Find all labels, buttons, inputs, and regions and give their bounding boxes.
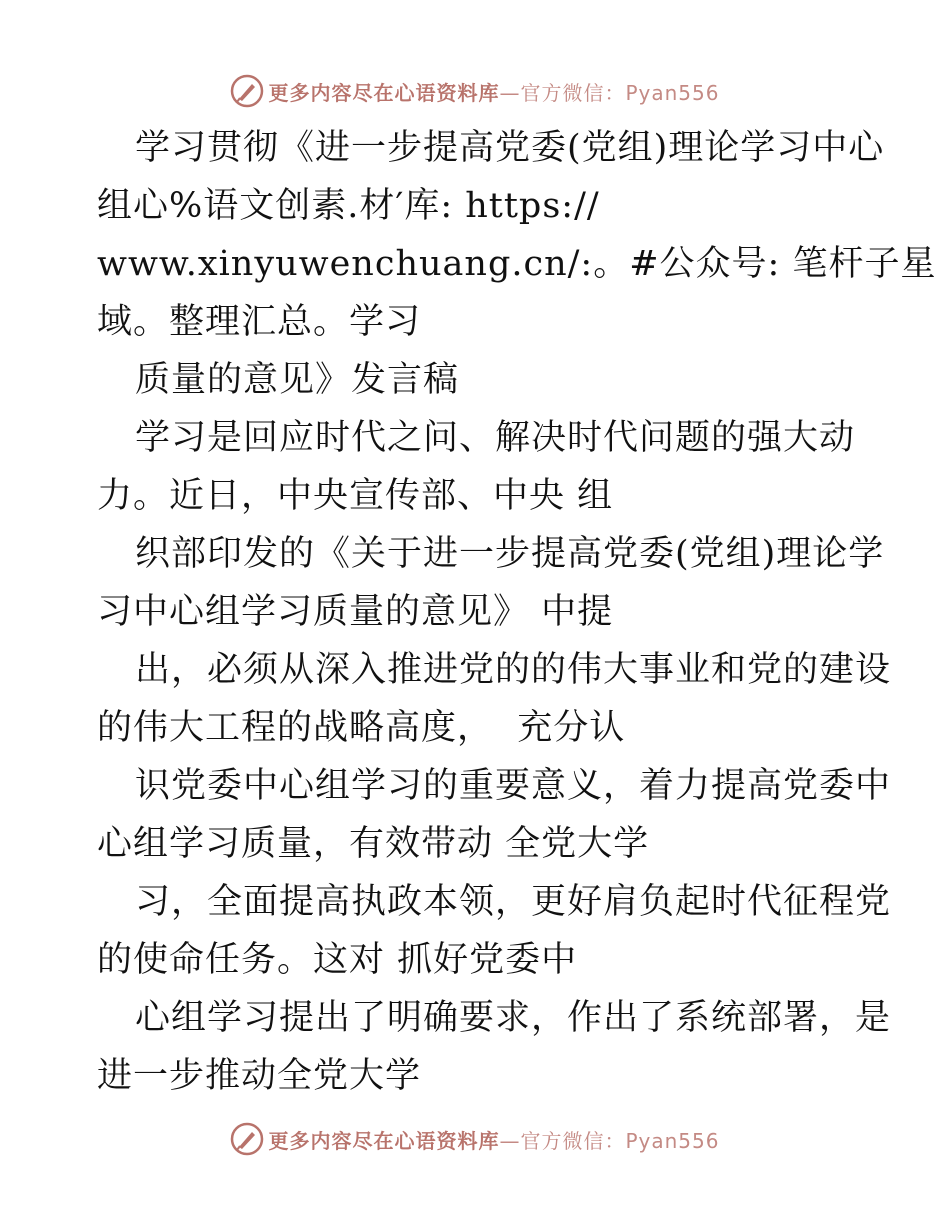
quill-pen-logo-icon — [230, 1122, 264, 1156]
watermark-main-text: 更多内容尽在心语资料库 — [268, 1128, 500, 1153]
watermark-main-text: 更多内容尽在心语资料库 — [268, 80, 500, 105]
text-line: 质量的意见》发言稿 — [135, 360, 460, 400]
footer-watermark — [0, 1119, 950, 1159]
quill-pen-logo-icon — [230, 74, 264, 108]
text-line: 进一步推动全党大学 — [97, 1056, 422, 1096]
text-line: 织部印发的《关于进一步提高党委(党组)理论学 — [135, 534, 885, 574]
text-line: 学习贯彻《进一步提高党委(党组)理论学习中心 — [135, 128, 885, 168]
text-line: 出，必须从深入推进党的的伟大事业和党的建设 — [135, 650, 892, 690]
watermark-contact: 官方微信：Pyan556 — [520, 1128, 720, 1153]
text-line: www.xinyuwenchuang.cn/:。#公众号: 笔杆子星 — [97, 244, 937, 284]
watermark-separator: — — [499, 80, 521, 105]
header-watermark — [0, 71, 950, 111]
text-line: 的伟大工程的战略高度， 充分认 — [97, 708, 626, 748]
watermark-separator: — — [499, 1128, 521, 1153]
text-line: 组心%语文创素.材′库: https:// — [97, 186, 600, 226]
text-line: 习中心组学习质量的意见》 中提 — [97, 592, 614, 632]
text-line: 的使命任务。这对 抓好党委中 — [97, 940, 578, 980]
text-line: 力。近日，中央宣传部、中央 组 — [97, 476, 614, 516]
text-line: 识党委中心组学习的重要意义，着力提高党委中 — [135, 766, 892, 806]
text-line: 学习是回应时代之问、解决时代问题的强大动 — [135, 418, 856, 458]
text-line: 习，全面提高执政本领，更好肩负起时代征程党 — [135, 882, 892, 922]
text-line: 心组学习质量，有效带动 全党大学 — [97, 824, 650, 864]
text-line: 域。整理汇总。学习 — [97, 302, 422, 342]
text-line: 心组学习提出了明确要求，作出了系统部署，是 — [135, 998, 892, 1038]
watermark-contact: 官方微信：Pyan556 — [520, 80, 720, 105]
